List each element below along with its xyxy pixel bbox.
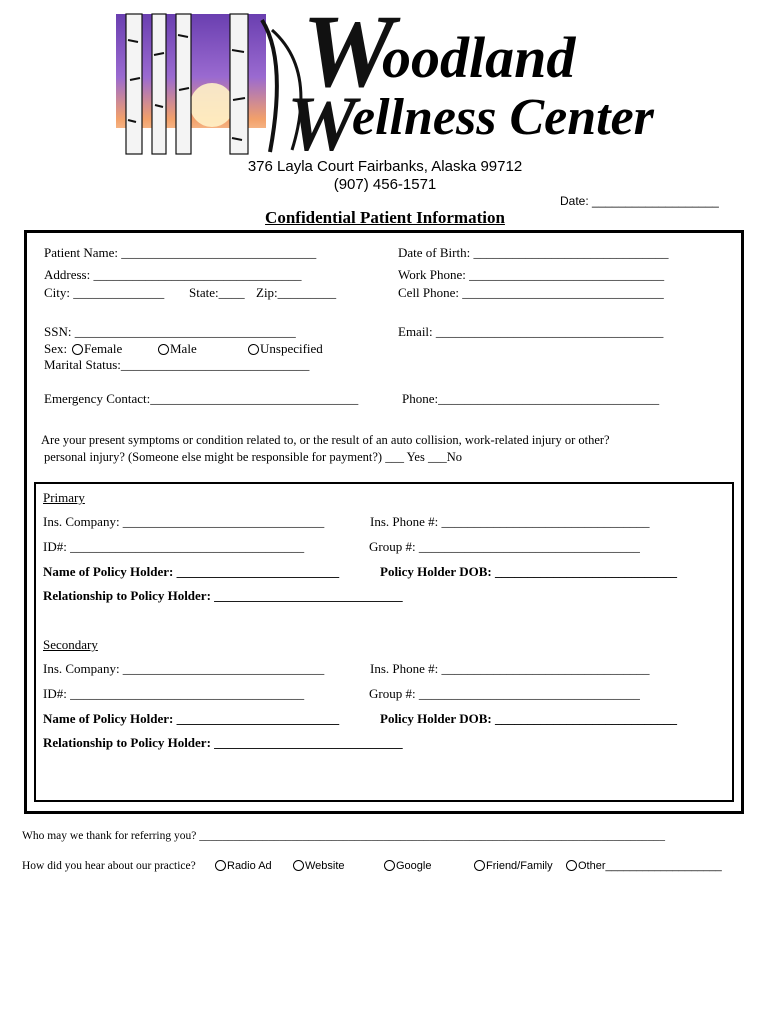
sex-option-female[interactable] xyxy=(72,341,122,357)
clinic-address: 376 Layla Court Fairbanks, Alaska 99712 xyxy=(247,158,523,175)
secondary-ins-phone-field[interactable]: Ins. Phone #: ________________________________ xyxy=(370,661,650,676)
primary-relationship-field[interactable]: Relationship to Policy Holder: _____________________________ xyxy=(43,588,403,603)
primary-holder-field[interactable]: Name of Policy Holder: _________________________ xyxy=(43,564,340,579)
radio-icon[interactable] xyxy=(474,860,485,871)
referral-thanks-field[interactable]: Who may we thank for referring you? _________________________________________________________________________________ xyxy=(22,830,665,842)
logo-line-2: ellness Center xyxy=(352,89,654,146)
radio-icon[interactable] xyxy=(215,860,226,871)
secondary-company-field[interactable]: Ins. Company: _______________________________ xyxy=(43,661,325,676)
svg-text:W: W xyxy=(287,80,357,160)
address-field[interactable]: Address: ________________________________ xyxy=(44,267,302,282)
secondary-id-field[interactable]: ID#: ____________________________________ xyxy=(43,686,305,701)
hear-option-label: Other___________________ xyxy=(578,860,722,872)
form-title: Confidential Patient Information xyxy=(265,208,505,227)
primary-company-field[interactable]: Ins. Company: _______________________________ xyxy=(43,514,325,529)
primary-id-field[interactable]: ID#: ____________________________________ xyxy=(43,539,305,554)
primary-ins-phone-field[interactable]: Ins. Phone #: ________________________________ xyxy=(370,514,650,529)
insurance-box xyxy=(34,482,734,802)
radio-icon[interactable] xyxy=(248,344,259,355)
dob-field[interactable]: Date of Birth: ______________________________ xyxy=(398,245,669,260)
sex-option-label: Female xyxy=(84,341,123,356)
sex-label: Sex: xyxy=(44,341,68,356)
logo-line-1: oodland xyxy=(382,25,576,90)
secondary-holder-field[interactable]: Name of Policy Holder: _________________________ xyxy=(43,711,340,726)
radio-icon[interactable] xyxy=(72,344,83,355)
patient-name-field[interactable]: Patient Name: ______________________________ xyxy=(44,245,317,260)
secondary-group-field[interactable]: Group #: __________________________________ xyxy=(369,686,640,701)
primary-holder-dob-field[interactable]: Policy Holder DOB: ____________________________ xyxy=(380,564,677,579)
city-field[interactable]: City: ______________ xyxy=(44,285,165,300)
hear-option-label: Website xyxy=(305,860,345,872)
clinic-phone: (907) 456-1571 xyxy=(333,176,437,193)
state-field[interactable]: State:____ xyxy=(189,285,245,300)
sex-row xyxy=(44,341,67,357)
email-field[interactable]: Email: ___________________________________ xyxy=(398,324,664,339)
emergency-contact-field[interactable]: Emergency Contact:________________________________ xyxy=(44,391,359,406)
hear-about-label: How did you hear about our practice? xyxy=(22,860,196,872)
work-phone-field[interactable]: Work Phone: ______________________________ xyxy=(398,267,665,282)
emergency-phone-field[interactable]: Phone:__________________________________ xyxy=(402,391,660,406)
sex-option-unspecified[interactable] xyxy=(248,341,323,357)
hear-option-label: Radio Ad xyxy=(227,860,272,872)
logo xyxy=(112,10,672,160)
marital-status-field[interactable]: Marital Status:_____________________________ xyxy=(44,357,310,372)
hear-option-google[interactable] xyxy=(384,860,431,872)
hear-option-friend-family[interactable] xyxy=(474,860,553,872)
ssn-field[interactable]: SSN: __________________________________ xyxy=(44,324,296,339)
secondary-heading: Secondary xyxy=(43,637,98,652)
primary-group-field[interactable]: Group #: __________________________________ xyxy=(369,539,640,554)
cell-phone-field[interactable]: Cell Phone: _______________________________ xyxy=(398,285,664,300)
hear-option-other[interactable] xyxy=(566,860,722,872)
primary-heading: Primary xyxy=(43,490,85,505)
secondary-relationship-field[interactable]: Relationship to Policy Holder: _____________________________ xyxy=(43,735,403,750)
svg-text:W: W xyxy=(302,10,395,109)
secondary-holder-dob-field[interactable]: Policy Holder DOB: ____________________________ xyxy=(380,711,677,726)
radio-icon[interactable] xyxy=(384,860,395,871)
injury-question-line-1: Are your present symptoms or condition related to, or the result of an auto collision, work-related injury or other? xyxy=(41,433,610,447)
radio-icon[interactable] xyxy=(158,344,169,355)
sex-option-label: Male xyxy=(170,341,197,356)
radio-icon[interactable] xyxy=(566,860,577,871)
hear-option-label: Friend/Family xyxy=(486,860,553,872)
hear-option-website[interactable] xyxy=(293,860,345,872)
date-field[interactable]: Date: ___________________ xyxy=(560,194,719,208)
hear-option-radio-ad[interactable] xyxy=(215,860,272,872)
radio-icon[interactable] xyxy=(293,860,304,871)
sex-option-label: Unspecified xyxy=(260,341,323,356)
hear-option-label: Google xyxy=(396,860,432,872)
injury-question-line-2[interactable]: personal injury? (Someone else might be responsible for payment?) ___ Yes ___No xyxy=(44,450,462,464)
sex-option-male[interactable] xyxy=(158,341,197,357)
zip-field[interactable]: Zip:_________ xyxy=(256,285,337,300)
